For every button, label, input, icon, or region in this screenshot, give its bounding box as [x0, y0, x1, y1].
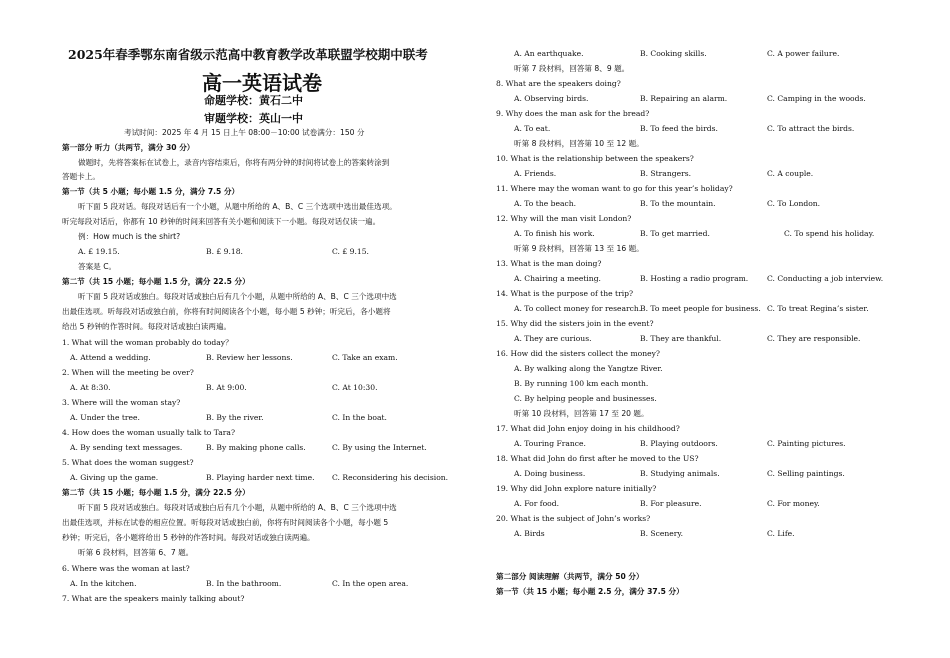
section1-desc: 听下面 5 段对话。每段对话后有一个小题，从题中所给的 A、B、C 三个选项中选出最佳选项。 [78, 202, 397, 211]
q13-option-c: C. Conducting a job interview. [767, 274, 884, 283]
example-question: 例：How much is the shirt? [78, 232, 181, 241]
section2-desc-2: 出最佳选项。听每段对话或独白前，你将有时间阅读各个小题，每小题 5 秒钟；听完后，各小题将 [62, 307, 391, 316]
q1-option-a: A. Attend a wedding. [70, 353, 151, 362]
exam-time-info: 考试时间：2025 年 4 月 15 日上午 08:00－10:00 试卷满分：150 分 [124, 128, 365, 137]
q2-option-a: A. At 8:30. [70, 383, 111, 392]
q10-option-a: A. Friends. [514, 169, 557, 178]
q4-option-b: B. By making phone calls. [206, 443, 306, 452]
q3-option-c: C. In the boat. [332, 413, 387, 422]
q17-option-a: A. Touring France. [514, 439, 586, 448]
q6-option-c: C. In the open area. [332, 579, 409, 588]
question-16: 16. How did the sisters collect the money? [496, 349, 660, 358]
part2-section1-heading: 第一节（共 15 小题；每小题 2.5 分，满分 37.5 分） [496, 587, 684, 596]
question-5: 5. What does the woman suggest? [62, 458, 194, 467]
q1-option-c: C. Take an exam. [332, 353, 398, 362]
q9-option-a: A. To eat. [514, 124, 551, 133]
section2-heading: 第二节（共 15 小题；每小题 1.5 分，满分 22.5 分） [62, 277, 250, 286]
q12-option-c: C. To spend his holiday. [784, 229, 875, 238]
q13-option-a: A. Chairing a meeting. [514, 274, 601, 283]
setter-school: 命题学校：黄石二中 [204, 94, 303, 107]
q9-option-c: C. To attract the birds. [767, 124, 855, 133]
q17-option-c: C. Painting pictures. [767, 439, 846, 448]
q18-option-a: A. Doing business. [514, 469, 586, 478]
section2b-heading: 第二节（共 15 小题；每小题 1.5 分，满分 22.5 分） [62, 488, 250, 497]
section2-desc-3: 给出 5 秒钟的作答时间。每段对话或独白读两遍。 [62, 322, 232, 331]
question-12: 12. Why will the man visit London? [496, 214, 632, 223]
question-1: 1. What will the woman probably do today？ [62, 338, 233, 347]
q20-option-a: A. Birds [514, 529, 545, 538]
q8-option-b: B. Repairing an alarm. [640, 94, 728, 103]
exam-title: 2025年春季鄂东南省级示范高中教育教学改革联盟学校期中联考 [68, 47, 428, 62]
material-6-note: 听第 6 段材料，回答第 6、7 题。 [78, 548, 194, 557]
section2b-desc-3: 秒钟；听完后，各小题将给出 5 秒钟的作答时间。每段对话或独白读两遍。 [62, 533, 315, 542]
question-17: 17. What did John enjoy doing in his childhood? [496, 424, 680, 433]
q4-option-c: C. By using the Internet. [332, 443, 427, 452]
q10-option-c: C. A couple. [767, 169, 814, 178]
q1-option-b: B. Review her lessons. [206, 353, 293, 362]
question-2: 2. When will the meeting be over? [62, 368, 194, 377]
reviewer-school: 审题学校：英山一中 [204, 112, 303, 125]
q8-option-a: A. Observing birds. [514, 94, 589, 103]
question-10: 10. What is the relationship between the speakers? [496, 154, 694, 163]
material-10-note: 听第 10 段材料，回答第 17 至 20 题。 [514, 409, 649, 418]
q15-option-a: A. They are curious. [514, 334, 592, 343]
q19-option-b: B. For pleasure. [640, 499, 702, 508]
part2-heading: 第二部分 阅读理解（共两节，满分 50 分） [496, 572, 644, 581]
q5-option-a: A. Giving up the game. [70, 473, 159, 482]
part1-desc: 做题时，先将答案标在试卷上，录音内容结束后，你将有两分钟的时间将试卷上的答案转涂到 [78, 158, 390, 167]
example-option-c: C. £ 9.15. [332, 247, 369, 256]
section1-heading: 第一节（共 5 小题；每小题 1.5 分，满分 7.5 分） [62, 187, 240, 196]
question-13: 13. What is the man doing? [496, 259, 602, 268]
section2b-desc: 听下面 5 段对话或独白。每段对话或独白后有几个小题，从题中所给的 A、B、C 三个选项中选 [78, 503, 397, 512]
q11-option-c: C. To London. [767, 199, 821, 208]
q20-option-b: B. Scenery. [640, 529, 684, 538]
q10-option-b: B. Strangers. [640, 169, 692, 178]
q13-option-b: B. Hosting a radio program. [640, 274, 749, 283]
part1-heading: 第一部分 听力（共两节，满分 30 分） [62, 143, 195, 152]
question-3: 3. Where will the woman stay? [62, 398, 181, 407]
question-20: 20. What is the subject of John’s works? [496, 514, 651, 523]
question-15: 15. Why did the sisters join in the event? [496, 319, 654, 328]
q6-option-a: A. In the kitchen. [70, 579, 137, 588]
part1-desc-2: 答题卡上。 [62, 172, 100, 181]
question-7: 7. What are the speakers mainly talking about? [62, 594, 245, 603]
q18-option-b: B. Studying animals. [640, 469, 720, 478]
q14-option-c: C. To treat Regina’s sister. [767, 304, 869, 313]
q12-option-b: B. To get married. [640, 229, 710, 238]
q9-option-b: B. To feed the birds. [640, 124, 718, 133]
q7-option-b: B. Cooking skills. [640, 49, 707, 58]
q15-option-b: B. They are thankful. [640, 334, 722, 343]
q14-option-a: A. To collect money for research. [514, 304, 642, 313]
material-7-note: 听第 7 段材料，回答第 8、9 题。 [514, 64, 630, 73]
question-19: 19. Why did John explore nature initially? [496, 484, 657, 493]
q11-option-a: A. To the beach. [514, 199, 577, 208]
section2b-desc-2: 出最佳选项，并标在试卷的相应位置。听每段对话或独白前，你将有时间阅读各个小题，每小题 5 [62, 518, 389, 527]
question-8: 8. What are the speakers doing? [496, 79, 621, 88]
section1-desc-2: 听完每段对话后，你都有 10 秒钟的时间来回答有关小题和阅读下一小题。每段对话仅读一遍。 [62, 217, 381, 226]
q7-option-c: C. A power failure. [767, 49, 840, 58]
example-option-a: A. £ 19.15. [78, 247, 120, 256]
example-option-b: B. £ 9.18. [206, 247, 243, 256]
q2-option-c: C. At 10:30. [332, 383, 378, 392]
question-14: 14. What is the purpose of the trip? [496, 289, 634, 298]
q5-option-c: C. Reconsidering his decision. [332, 473, 449, 482]
q14-option-b: B. To meet people for business. [640, 304, 761, 313]
question-4: 4. How does the woman usually talk to Tara? [62, 428, 236, 437]
q16-option-a: A. By walking along the Yangtze River. [514, 364, 663, 373]
q4-option-a: A. By sending text messages. [70, 443, 183, 452]
q19-option-c: C. For money. [767, 499, 820, 508]
q18-option-c: C. Selling paintings. [767, 469, 845, 478]
material-8-note: 听第 8 段材料，回答第 10 至 12 题。 [514, 139, 644, 148]
q16-option-b: B. By running 100 km each month. [514, 379, 649, 388]
example-answer: 答案是 C。 [78, 262, 117, 271]
question-9: 9. Why does the man ask for the bread? [496, 109, 650, 118]
q17-option-b: B. Playing outdoors. [640, 439, 718, 448]
material-9-note: 听第 9 段材料，回答第 13 至 16 题。 [514, 244, 644, 253]
q7-option-a: A. An earthquake. [514, 49, 584, 58]
q5-option-b: B. Playing harder next time. [206, 473, 315, 482]
q8-option-c: C. Camping in the woods. [767, 94, 866, 103]
q6-option-b: B. In the bathroom. [206, 579, 282, 588]
q11-option-b: B. To the mountain. [640, 199, 716, 208]
q12-option-a: A. To finish his work. [514, 229, 595, 238]
q20-option-c: C. Life. [767, 529, 795, 538]
q3-option-a: A. Under the tree. [70, 413, 140, 422]
question-18: 18. What did John do first after he moved to the US? [496, 454, 699, 463]
q19-option-a: A. For food. [514, 499, 560, 508]
question-11: 11. Where may the woman want to go for this year’s holiday? [496, 184, 733, 193]
q16-option-c: C. By helping people and businesses. [514, 394, 657, 403]
q3-option-b: B. By the river. [206, 413, 264, 422]
q15-option-c: C. They are responsible. [767, 334, 861, 343]
section2-desc: 听下面 5 段对话或独白。每段对话或独白后有几个小题，从题中所给的 A、B、C 三个选项中选 [78, 292, 397, 301]
paper-title: 高一英语试卷 [202, 71, 322, 95]
q2-option-b: B. At 9:00. [206, 383, 247, 392]
question-6: 6. Where was the woman at last? [62, 564, 190, 573]
